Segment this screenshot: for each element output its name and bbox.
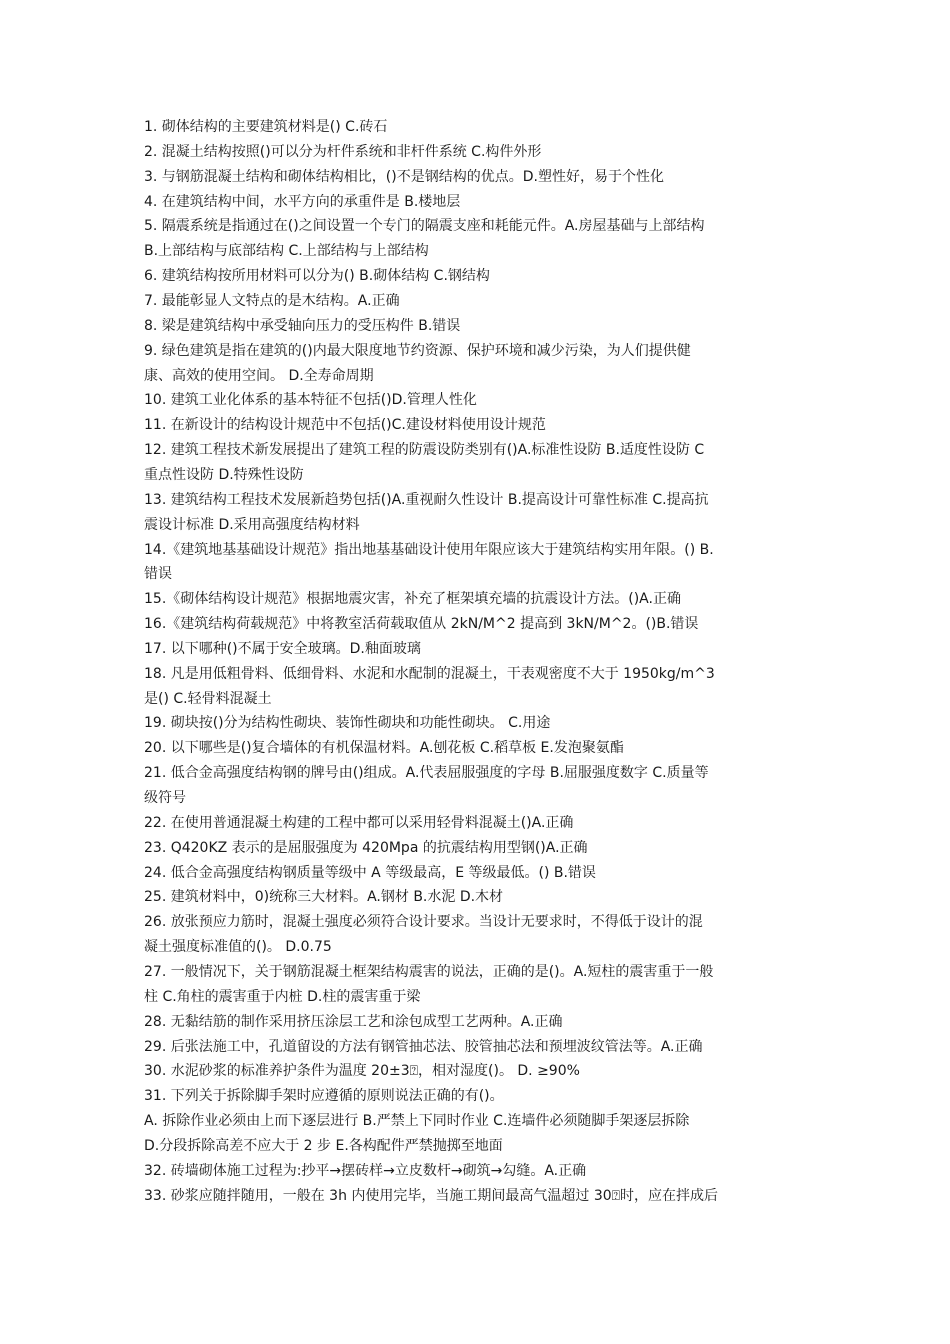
text-line: 柱 C.角柱的震害重于内桩 D.柱的震害重于梁 [144, 988, 421, 1005]
text-line: 5. 隔震系统是指通过在()之间设置一个专门的隔震支座和耗能元件。A.房屋基础与上部结构 [144, 218, 705, 235]
text-line: 凝土强度标准值的()。 D.0.75 [144, 939, 332, 956]
text-line: 12. 建筑工程技术新发展提出了建筑工程的防震设防类别有()A.标准性设防 B.适度性设防 C [144, 442, 705, 459]
text-line: 1. 砌体结构的主要建筑材料是() C.砖石 [144, 119, 388, 135]
text-line: 16.《建筑结构荷载规范》中将教室活荷载取值从 2kN/M^2 提高到 3kN/M^2。()B.错误 [144, 616, 699, 632]
text-line: 27. 一般情况下，关于钢筋混凝土框架结构震害的说法，正确的是()。A.短柱的震害重于一般 [144, 963, 714, 980]
text-line: 错误 [144, 566, 172, 583]
text-line: 震设计标准 D.采用高强度结构材料 [144, 516, 360, 533]
text-line: 康、高效的使用空间。 D.全寿命周期 [144, 367, 374, 384]
text-line: 级符号 [144, 790, 186, 806]
text-line: 15.《砌体结构设计规范》根据地震灾害，补充了框架填充墙的抗震设计方法。()A.正确 [144, 591, 681, 608]
text-line: 31. 下列关于拆除脚手架时应遵循的原则说法正确的有()。 [144, 1088, 504, 1105]
text-line: 30. 水泥砂浆的标准养护条件为温度 20±3⍰，相对湿度()。 D. ≥90% [144, 1063, 580, 1080]
text-line: 重点性设防 D.特殊性设防 [144, 466, 304, 483]
text-line: 33. 砂浆应随拌随用，一般在 3h 内使用完毕，当施工期间最高气温超过 30⍰时，应在拌成后 [144, 1187, 719, 1204]
text-line: 是() C.轻骨料混凝土 [144, 690, 272, 707]
text-line: 6. 建筑结构按所用材料可以分为() B.砌体结构 C.钢结构 [144, 268, 490, 285]
text-line: 24. 低合金高强度结构钢质量等级中 A 等级最高，E 等级最低。() B.错误 [144, 864, 596, 881]
text-line: 11. 在新设计的结构设计规范中不包括()C.建设材料使用设计规范 [144, 417, 546, 434]
text-line: A. 拆除作业必须由上而下逐层进行 B.严禁上下同时作业 C.连墙件必须随脚手架逐层拆除 [144, 1113, 690, 1129]
text-line: 21. 低合金高强度结构钢的牌号由()组成。A.代表屈服强度的字母 B.屈服强度数字 C.质量等 [144, 765, 709, 782]
text-line: D.分段拆除高差不应大于 2 步 E.各构配件严禁抛掷至地面 [144, 1137, 503, 1154]
text-line: 7. 最能彰显人文特点的是木结构。A.正确 [144, 293, 400, 309]
text-line: 19. 砌块按()分为结构性砌块、装饰性砌块和功能性砌块。 C.用途 [144, 715, 551, 732]
text-line: 9. 绿色建筑是指在建筑的()内最大限度地节约资源、保护环境和减少污染，为人们提供健 [144, 342, 691, 359]
text-line: 20. 以下哪些是()复合墙体的有机保温材料。A.刨花板 C.稻草板 E.发泡聚氨酯 [144, 740, 624, 757]
text-line: 28. 无黏结筋的制作采用挤压涂层工艺和涂包成型工艺两种。A.正确 [144, 1013, 563, 1030]
text-line: 17. 以下哪种()不属于安全玻璃。D.釉面玻璃 [144, 640, 421, 657]
text-line: 29. 后张法施工中，孔道留设的方法有钢管抽芯法、胶管抽芯法和预埋波纹管法等。A.正确 [144, 1038, 703, 1055]
text-line: 22. 在使用普通混凝土构建的工程中都可以采用轻骨料混凝土()A.正确 [144, 814, 574, 831]
text-line: 23. Q420KZ 表示的是屈服强度为 420Mpa 的抗震结构用型钢()A.正确 [144, 839, 588, 856]
text-line: 3. 与钢筋混凝土结构和砌体结构相比，()不是钢结构的优点。D.塑性好，易于个性化 [144, 168, 664, 185]
text-line: 4. 在建筑结构中间，水平方向的承重件是 B.楼地层 [144, 193, 461, 210]
text-line: 18. 凡是用低粗骨料、低细骨料、水泥和水配制的混凝土，干表观密度不大于 1950kg/m^3 [144, 665, 715, 682]
text-line: 32. 砖墙砌体施工过程为:抄平→摆砖样→立皮数杆→砌筑→勾缝。A.正确 [144, 1162, 587, 1179]
text-line: 26. 放张预应力筋时，混凝土强度必须符合设计要求。当设计无要求时，不得低于设计的混 [144, 914, 703, 931]
text-line: 10. 建筑工业化体系的基本特征不包括()D.管理人性化 [144, 392, 477, 409]
text-line: 13. 建筑结构工程技术发展新趋势包括()A.重视耐久性设计 B.提高设计可靠性标准 C.提高抗 [144, 491, 709, 508]
text-line: B.上部结构与底部结构 C.上部结构与上部结构 [144, 243, 429, 260]
text-line: 2. 混凝土结构按照()可以分为杆件系统和非杆件系统 C.构件外形 [144, 143, 542, 160]
text-line: 8. 梁是建筑结构中承受轴向压力的受压构件 B.错误 [144, 317, 461, 334]
text-line: 14.《建筑地基基础设计规范》指出地基基础设计使用年限应该大于建筑结构实用年限。() B. [144, 541, 714, 558]
text-line: 25. 建筑材料中，0)统称三大材料。A.钢材 B.水泥 D.木材 [144, 889, 504, 906]
